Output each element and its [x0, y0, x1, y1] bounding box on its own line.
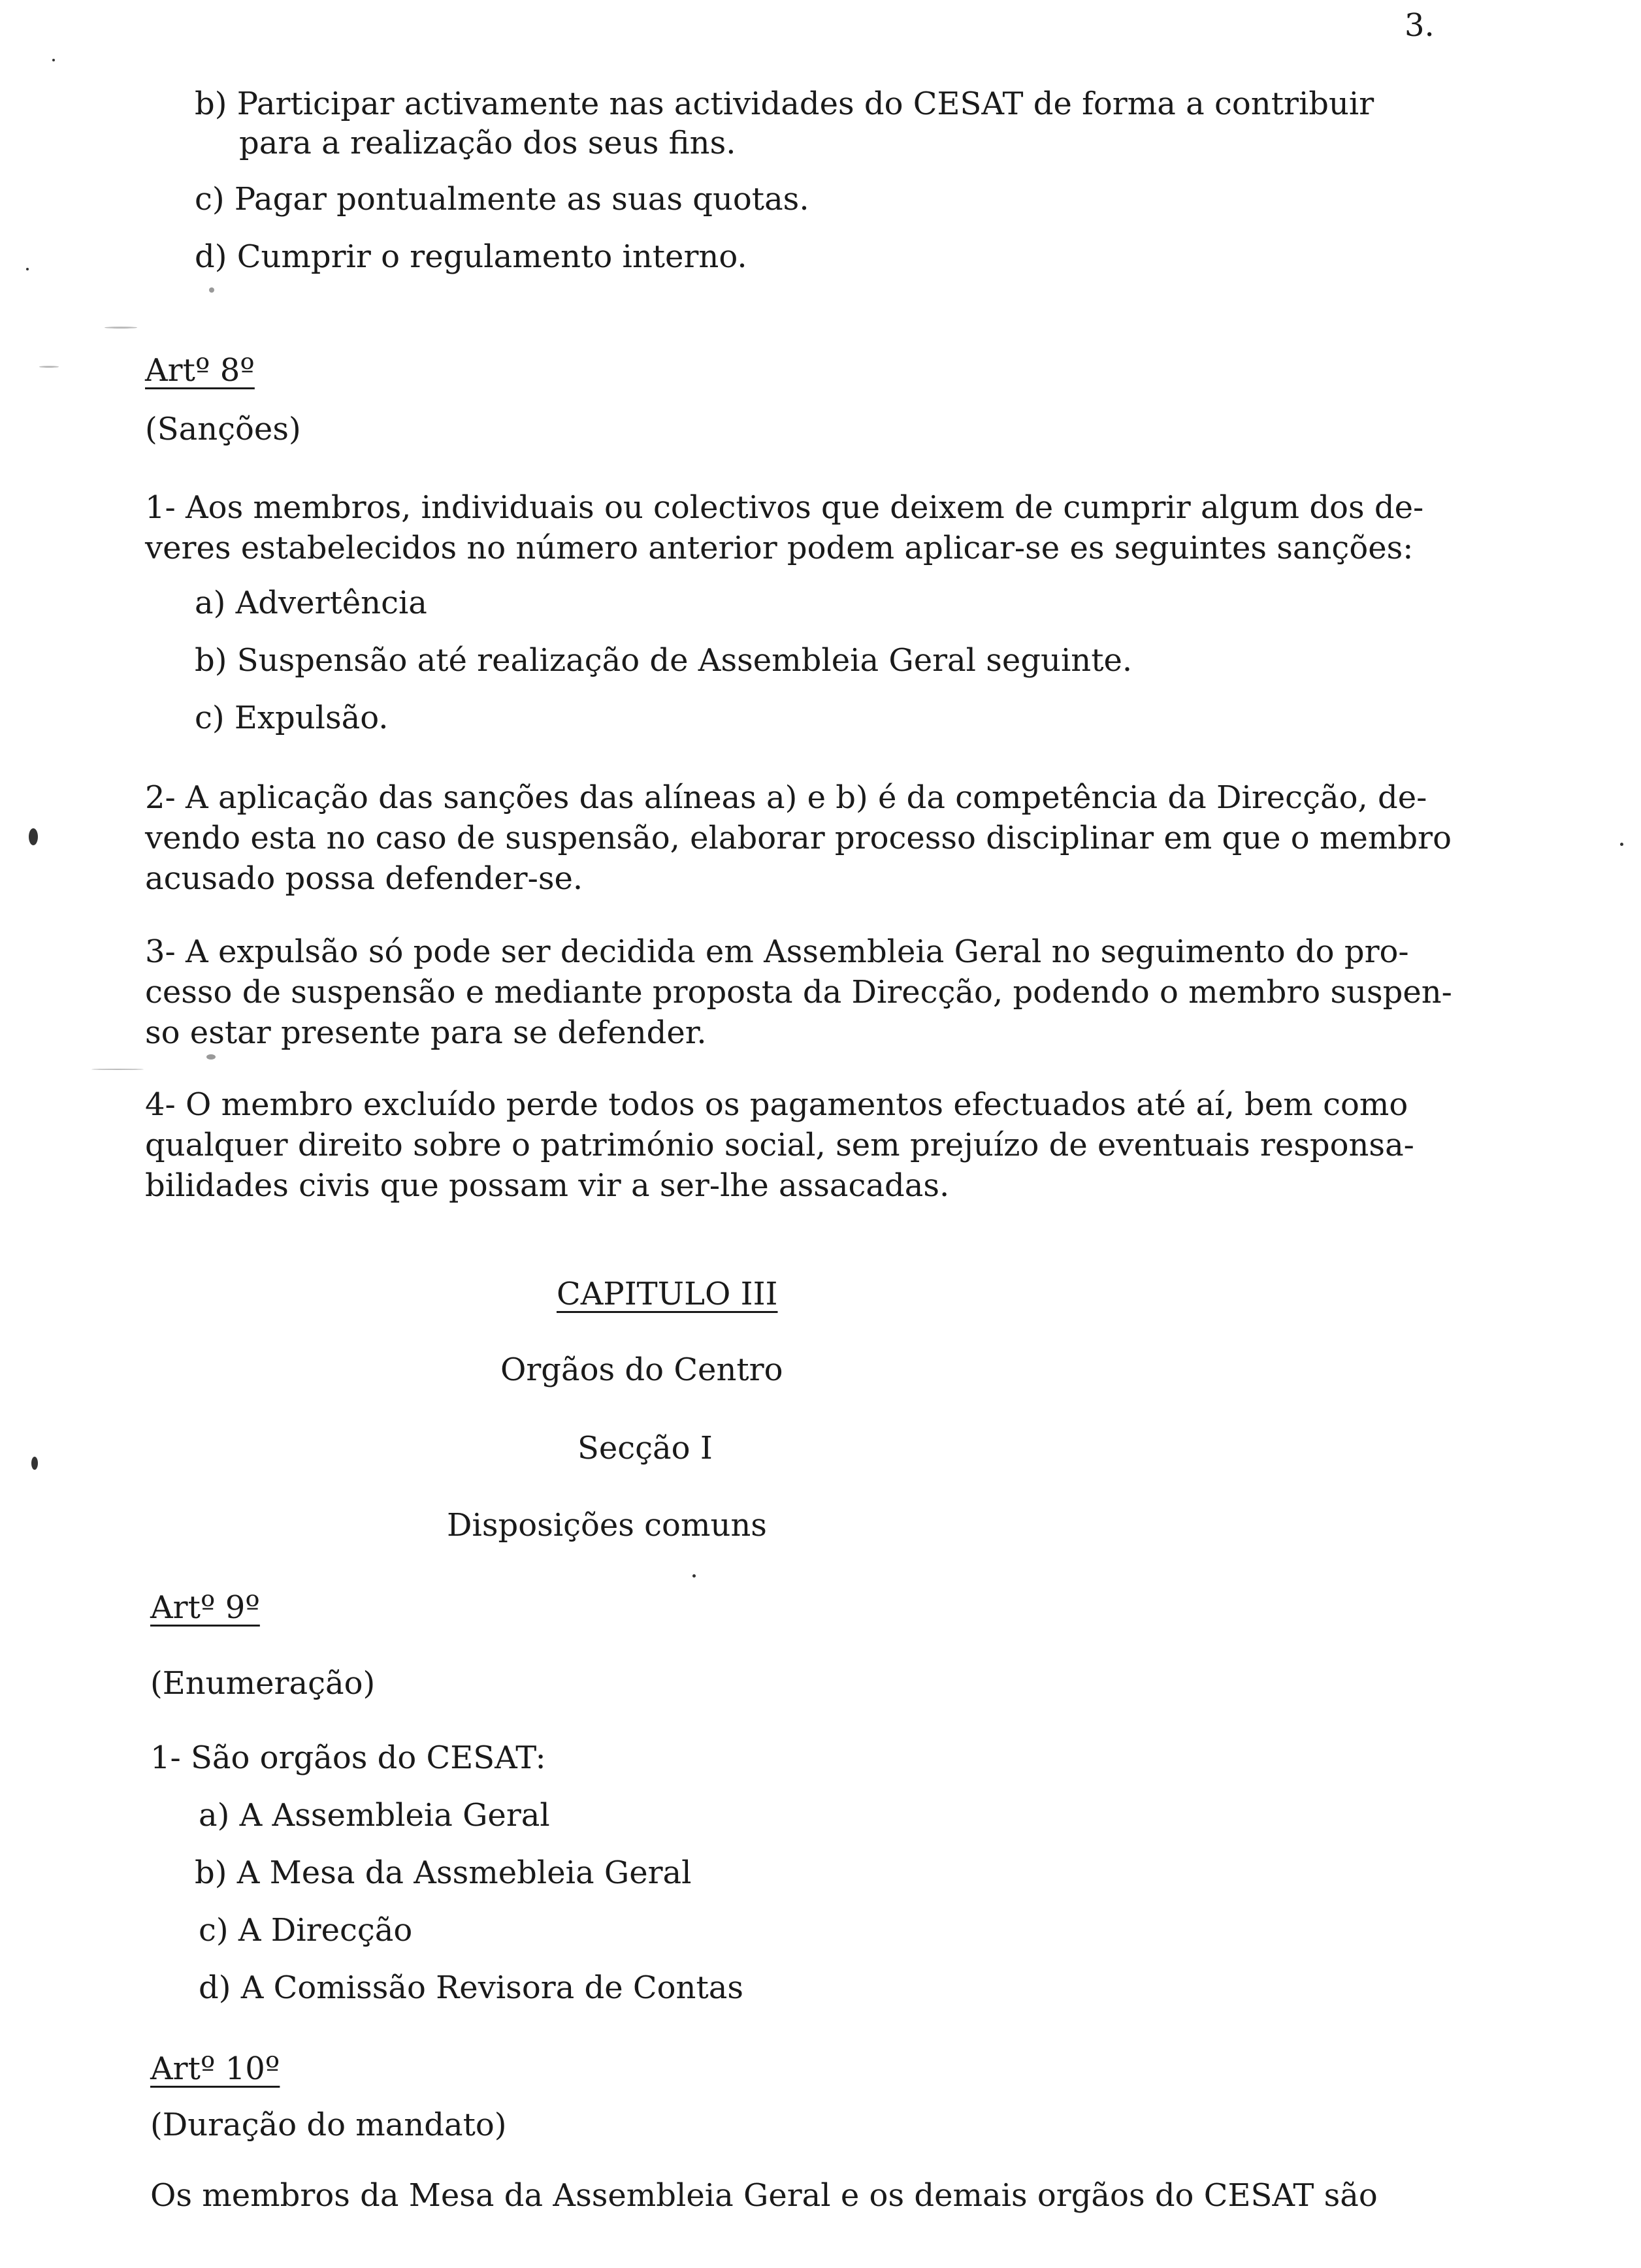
chapter-subtitle: Orgãos do Centro: [500, 1352, 783, 1388]
scan-speck: [52, 59, 55, 61]
art8-p3-line2: cesso de suspensão e mediante proposta da Direcção, podendo o membro suspen-: [145, 974, 1452, 1011]
intro-item-b-line1: b) Participar activamente nas actividades do CESAT de forma a contribuir: [195, 86, 1374, 122]
art8-p2-line3: acusado possa defender-se.: [145, 860, 583, 897]
art8-item-b: b) Suspensão até realização de Assembleia Geral seguinte.: [195, 642, 1133, 679]
art8-p3-line1: 3- A expulsão só pode ser decidida em Assembleia Geral no seguimento do pro-: [145, 933, 1409, 970]
page-number: 3.: [1405, 7, 1435, 44]
art8-heading: Artº 8º: [145, 352, 255, 389]
art8-p4-line2: qualquer direito sobre o património social, sem prejuízo de eventuais responsa-: [145, 1127, 1414, 1163]
art8-p3-line3: so estar presente para se defender.: [145, 1014, 707, 1051]
section-number: Secção I: [577, 1430, 713, 1466]
art10-subtitle: (Duração do mandato): [150, 2107, 507, 2143]
scan-speck: [209, 287, 214, 293]
art8-p4-line3: bilidades civis que possam vir a ser-lhe assacadas.: [145, 1167, 950, 1204]
scan-speck: [1620, 843, 1623, 846]
art10-p1: Os membros da Mesa da Assembleia Geral e os demais orgãos do CESAT são: [150, 2177, 1378, 2214]
scan-speck: [692, 1574, 696, 1578]
scan-speck: [39, 366, 59, 368]
art9-item-d: d) A Comissão Revisora de Contas: [199, 1969, 743, 2006]
art9-p1: 1- São orgãos do CESAT:: [150, 1740, 546, 1776]
scan-speck: [91, 1069, 144, 1070]
art8-p4-line1: 4- O membro excluído perde todos os pagamentos efectuados até aí, bem como: [145, 1086, 1408, 1123]
art8-item-a: a) Advertência: [195, 585, 427, 621]
art9-item-b: b) A Mesa da Assmebleia Geral: [195, 1855, 692, 1891]
art9-heading: Artº 9º: [150, 1589, 260, 1626]
art8-p1-line2: veres estabelecidos no número anterior podem aplicar-se es seguintes sanções:: [145, 530, 1414, 566]
intro-item-c: c) Pagar pontualmente as suas quotas.: [195, 181, 809, 218]
scan-speck: [29, 828, 38, 845]
art8-p1-line1: 1- Aos membros, individuais ou colectivos que deixem de cumprir algum dos de-: [145, 489, 1424, 526]
art8-p2-line2: vendo esta no caso de suspensão, elaborar processo disciplinar em que o membro: [145, 820, 1452, 856]
art8-p2-line1: 2- A aplicação das sanções das alíneas a) e b) é da competência da Direcção, de-: [145, 779, 1427, 816]
art9-subtitle: (Enumeração): [150, 1665, 376, 1702]
scan-speck: [105, 327, 137, 329]
art8-subtitle: (Sanções): [145, 411, 301, 447]
intro-item-d: d) Cumprir o regulamento interno.: [195, 238, 747, 275]
art8-item-c: c) Expulsão.: [195, 700, 389, 736]
intro-item-b-line2: para a realização dos seus fins.: [239, 125, 736, 161]
art9-item-a: a) A Assembleia Geral: [199, 1797, 550, 1834]
scan-speck: [206, 1054, 216, 1060]
chapter-title: CAPITULO III: [557, 1276, 778, 1312]
scan-speck: [26, 268, 29, 270]
scan-speck: [31, 1457, 38, 1470]
section-title: Disposições comuns: [447, 1507, 767, 1544]
art10-heading: Artº 10º: [150, 2050, 280, 2087]
art9-item-c: c) A Direcção: [199, 1912, 413, 1949]
